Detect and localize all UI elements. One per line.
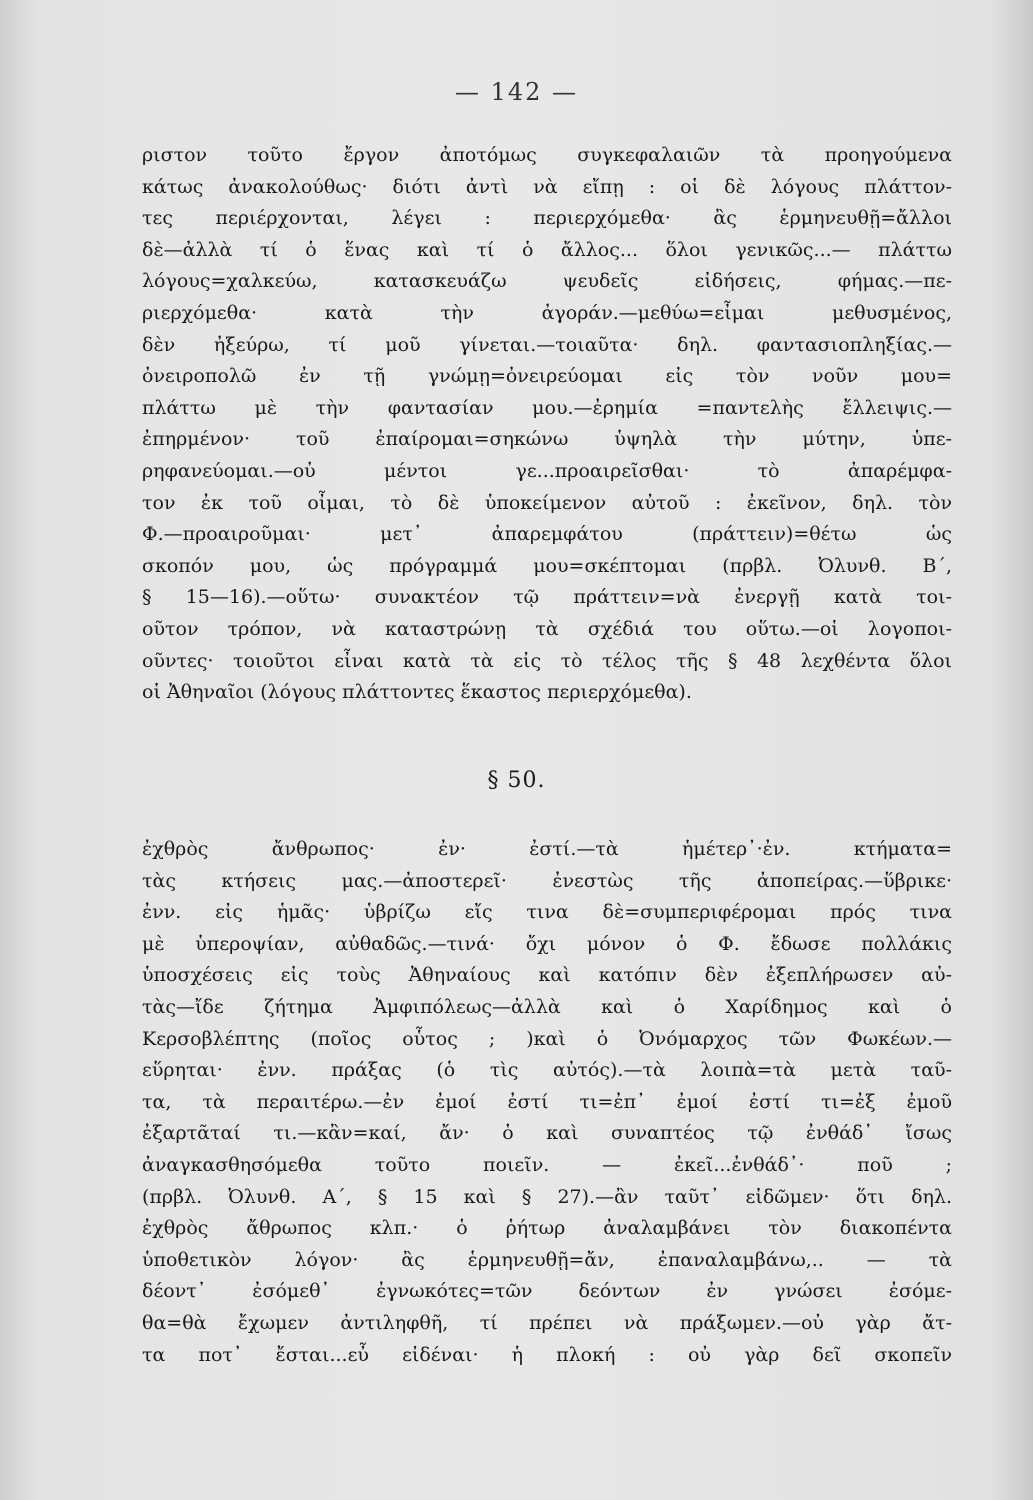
text-line: σκοπόν μου, ὡς πρόγραμμά μου=σκέπτομαι (πρβλ. Ὀλυνθ. Β΄, — [142, 554, 952, 577]
text-line: τες περιέρχονται, λέγει : περιερχόμεθα· ἂς ἑρμηνευθῇ=ἄλλοι — [142, 207, 952, 230]
page-number: — 142 — — [454, 78, 579, 106]
text-line: πλάττω μὲ τὴν φαντασίαν μου.—ἐρημία =παντελὴς ἔλλειψις.— — [142, 396, 952, 419]
text-line: μὲ ὑπεροψίαν, αὐθαδῶς.—τινά· ὄχι μόνον ὁ Φ. ἔδωσε πολλάκις — [142, 932, 952, 955]
text-line: ἐξαρτᾶταί τι.—κἂν=καί, ἄν· ὁ καὶ συναπτέος τῷ ἐνθάδ᾽ ἴσως — [142, 1122, 952, 1145]
text-line: οῦτον τρόπον, νὰ καταστρώνῃ τὰ σχέδιά του οὕτω.—οἱ λογοποι- — [142, 617, 952, 640]
text-line: τὰς κτήσεις μας.—ἀποστερεῖ· ἐνεστὼς τῆς ἀποπείρας.—ὕβρικε· — [142, 869, 952, 892]
text-line: ἐνν. εἰς ἡμᾶς· ὑβρίζω εἴς τινα δὲ=συμπεριφέρομαι πρός τινα — [142, 901, 952, 924]
text-line: ἐχθρὸς ἄθρωπος κλπ.· ὁ ῥήτωρ ἀναλαμβάνει τὸν διακοπέντα — [142, 1217, 952, 1240]
text-line: ἐχθρὸς ἄνθρωπος· ἐν· ἐστί.—τὰ ἡμέτερ᾽·ἐν. κτήματα= — [142, 838, 952, 860]
section-heading: § 50. — [487, 768, 546, 793]
text-line: (πρβλ. Ὀλυνθ. Α΄, § 15 καὶ § 27).—ἂν ταῦτ᾽ εἰδῶμεν· ὅτι δηλ. — [142, 1185, 952, 1208]
text-line: δὲν ἠξεύρω, τί μοῦ γίνεται.—τοιαῦτα· δηλ. φαντασιοπληξίας.— — [142, 333, 952, 356]
text-line: λόγους=χαλκεύω, κατασκευάζω ψευδεῖς εἰδήσεις, φήμας.—πε- — [142, 270, 952, 293]
text-line: § 15—16).—οὕτω· συνακτέον τῷ πράττειν=νὰ ἐνεργῇ κατὰ τοι- — [142, 586, 952, 609]
text-line: τα ποτ᾽ ἔσται...εὖ εἰδέναι· ἡ πλοκή : οὐ γὰρ δεῖ σκοπεῖν — [142, 1343, 952, 1366]
text-line: τὰς—ἴδε ζήτημα Ἀμφιπόλεως—ἀλλὰ καὶ ὁ Χαρίδημος καὶ ὁ — [142, 995, 952, 1018]
text-line: κάτως ἀνακολούθως· διότι ἀντὶ νὰ εἴπῃ : οἱ δὲ λόγους πλάττον- — [142, 175, 952, 198]
text-line: οῦντες· τοιοῦτοι εἶναι κατὰ τὰ εἰς τὸ τέλος τῆς § 48 λεχθέντα ὅλοι — [142, 649, 952, 672]
text-line: τον ἐκ τοῦ οἶμαι, τὸ δὲ ὑποκείμενον αὐτοῦ : ἐκεῖνον, δηλ. τὸν — [142, 491, 952, 514]
text-line: εὕρηται· ἐνν. πράξας (ὁ τὶς αὐτός).—τὰ λοιπὰ=τὰ μετὰ ταῦ- — [142, 1059, 952, 1082]
text-line: δέοντ᾽ ἐσόμεθ᾽ ἐγνωκότες=τῶν δεόντων ἐν γνώσει ἐσόμε- — [142, 1280, 952, 1303]
commentary-block-2 — [142, 834, 952, 1371]
text-line: Φ.—προαιροῦμαι· μετ᾽ ἀπαρεμφάτου (πράττειν)=θέτω ὡς — [142, 523, 952, 546]
text-line: οἱ Ἀθηναῖοι (λόγους πλάττοντες ἕκαστος περιερχόμεθα). — [142, 681, 692, 704]
text-line: δὲ—ἀλλὰ τί ὁ ἕνας καὶ τί ὁ ἄλλος... ὅλοι γενικῶς...— πλάττω — [142, 238, 952, 261]
text-line: ἐπηρμένον· τοῦ ἐπαίρομαι=σηκώνω ὑψηλὰ τὴν μύτην, ὑπε- — [142, 428, 952, 451]
text-line: ριερχόμεθα· κατὰ τὴν ἀγοράν.—μεθύω=εἶμαι μεθυσμένος, — [142, 301, 952, 324]
text-line: ρηφανεύομαι.—οὐ μέντοι γε...προαιρεῖσθαι· τὸ ἀπαρέμφα- — [142, 459, 952, 482]
text-line: ὑποθετικὸν λόγον· ἂς ἑρμηνευθῇ=ἄν, ἐπαναλαμβάνω,.. — τὰ — [142, 1248, 952, 1271]
text-line: τα, τὰ περαιτέρω.—ἐν ἐμοί ἐστί τι=ἐπ᾽ ἐμοί ἐστί τι=ἐξ ἐμοῦ — [142, 1090, 952, 1113]
commentary-block-1 — [142, 140, 952, 709]
text-line: Κερσοβλέπτης (ποῖος οὗτος ; )καὶ ὁ Ὀνόμαρχος τῶν Φωκέων.— — [142, 1027, 952, 1050]
text-line: ριστον τοῦτο ἔργον ἀποτόμως συγκεφαλαιῶν τὰ προηγούμενα — [142, 144, 952, 166]
text-line: θα=θὰ ἔχωμεν ἀντιληφθῆ, τί πρέπει νὰ πράξωμεν.—οὐ γὰρ ἄτ- — [142, 1311, 952, 1334]
text-line: ὀνειροπολῶ ἐν τῇ γνώμῃ=ὀνειρεύομαι εἰς τὸν νοῦν μου= — [142, 365, 952, 388]
text-line: ἀναγκασθησόμεθα τοῦτο ποιεῖν. — ἐκεῖ...ἐνθάδ᾽· ποῦ ; — [142, 1153, 952, 1176]
text-line: ὑποσχέσεις εἰς τοὺς Ἀθηναίους καὶ κατόπιν δὲν ἐξεπλήρωσεν αὐ- — [142, 964, 952, 987]
